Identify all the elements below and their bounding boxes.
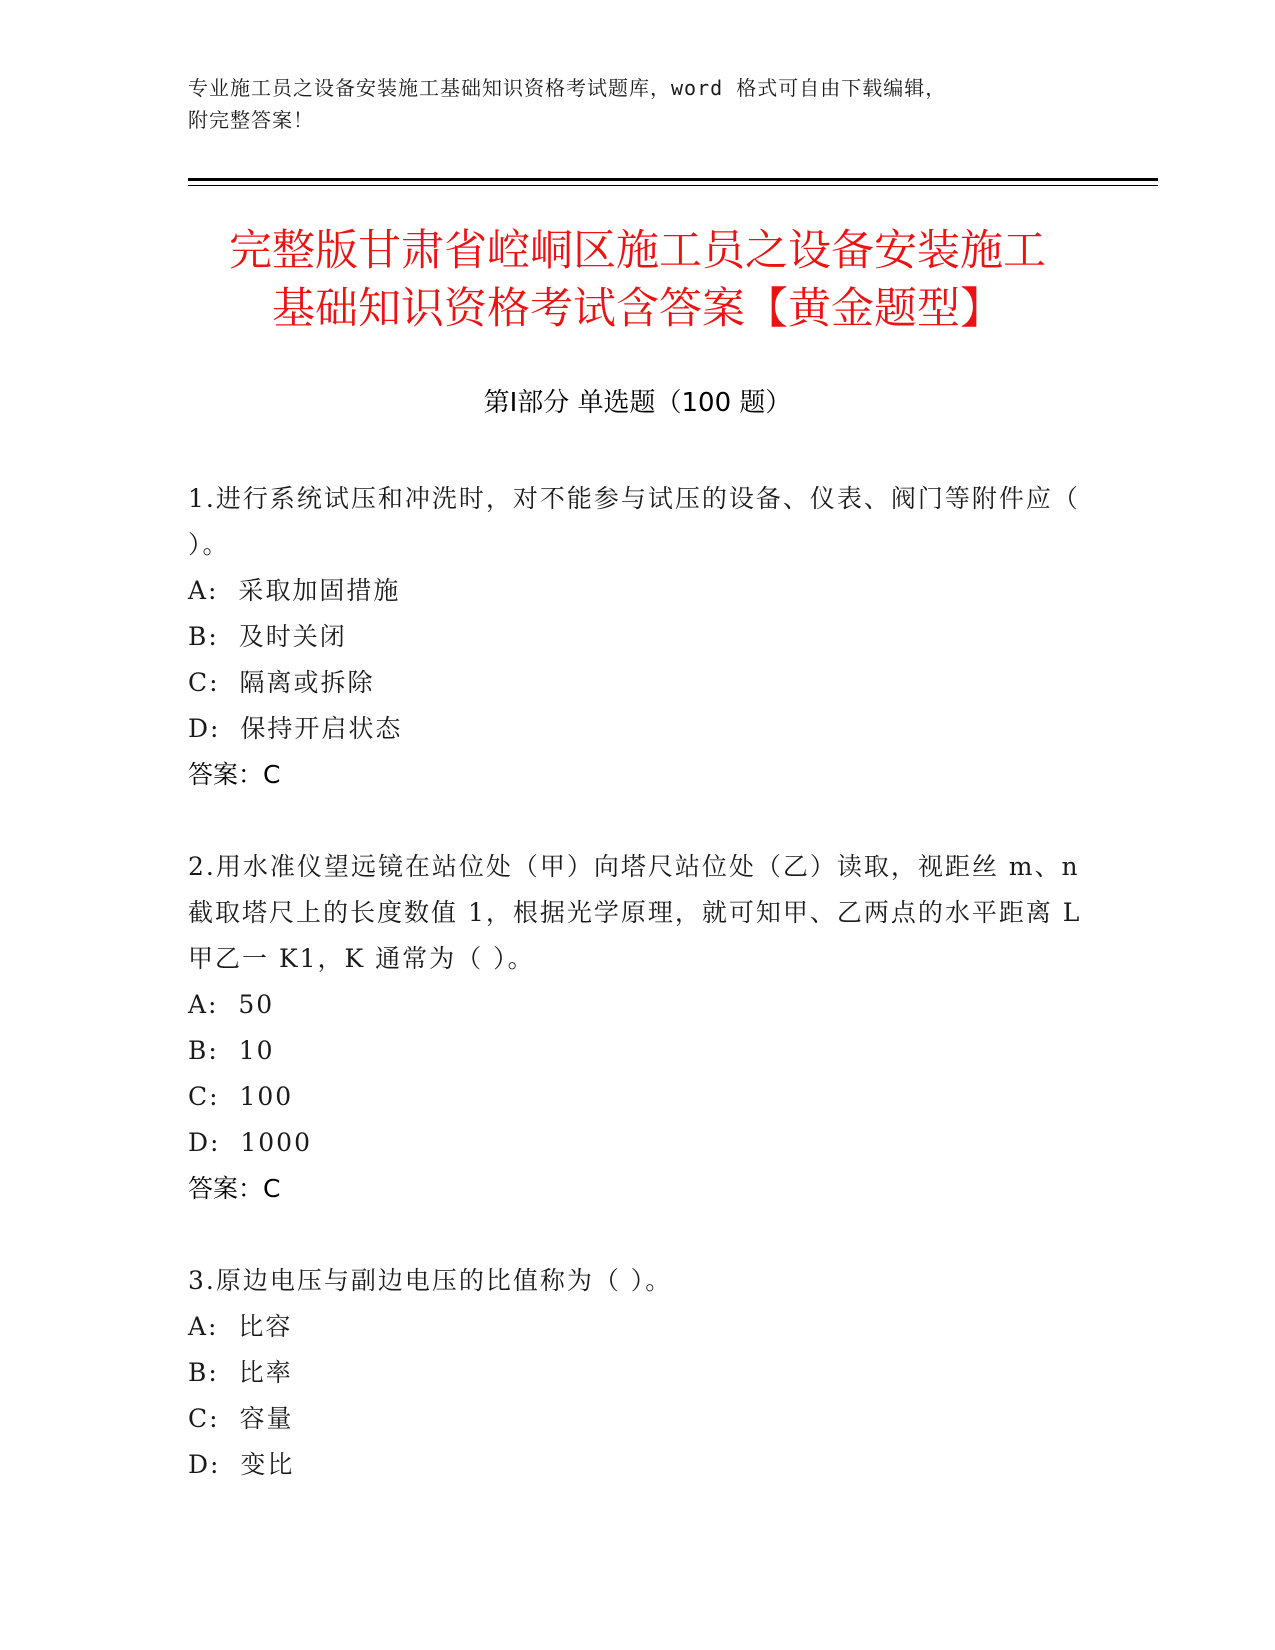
question-stem: 2.用水准仪望远镜在站位处（甲）向塔尺站位处（乙）读取，视距丝 m、n 截取塔尺上的长度数值 1，根据光学原理，就可知甲、乙两点的水平距离 L 甲乙一 K1，K 通常为（ ）。 <box>188 852 1082 973</box>
option-b: B: 比率 <box>188 1358 293 1387</box>
option-d: D: 保持开启状态 <box>188 714 403 743</box>
header-note-line-2: 附完整答案！ <box>188 108 314 132</box>
header-note <box>188 72 1088 136</box>
question-stem: 1.进行系统试压和冲洗时，对不能参与试压的设备、仪表、阀门等附件应（ ）。 <box>188 484 1080 559</box>
header-divider-thin <box>188 185 1158 186</box>
question-1 <box>188 476 1088 798</box>
question-2 <box>188 844 1088 1212</box>
option-a: A: 采取加固措施 <box>188 576 401 605</box>
option-d: D: 1000 <box>188 1128 312 1157</box>
option-a: A: 比容 <box>188 1312 293 1341</box>
option-a: A: 50 <box>188 990 275 1019</box>
option-c: C: 隔离或拆除 <box>188 668 375 697</box>
option-d: D: 变比 <box>188 1450 295 1479</box>
document-title <box>100 222 1175 338</box>
answer: 答案：C <box>188 760 281 789</box>
header-divider-thick <box>188 178 1158 181</box>
document-title-line-1: 完整版甘肃省崆峒区施工员之设备安装施工 <box>229 226 1046 276</box>
option-b: B: 10 <box>188 1036 275 1065</box>
question-stem: 3.原边电压与副边电压的比值称为（ ）。 <box>188 1266 673 1295</box>
document-title-line-2: 基础知识资格考试含答案【黄金题型】 <box>272 284 1003 334</box>
question-3 <box>188 1258 1088 1488</box>
question-list <box>188 476 1088 1534</box>
option-c: C: 容量 <box>188 1404 294 1433</box>
header-note-line-1: 专业施工员之设备安装施工基础知识资格考试题库，word 格式可自由下载编辑， <box>188 76 947 100</box>
section-heading: 第Ⅰ部分 单选题（100 题） <box>483 388 792 418</box>
option-c: C: 100 <box>188 1082 294 1111</box>
option-b: B: 及时关闭 <box>188 622 347 651</box>
answer: 答案：C <box>188 1174 281 1203</box>
